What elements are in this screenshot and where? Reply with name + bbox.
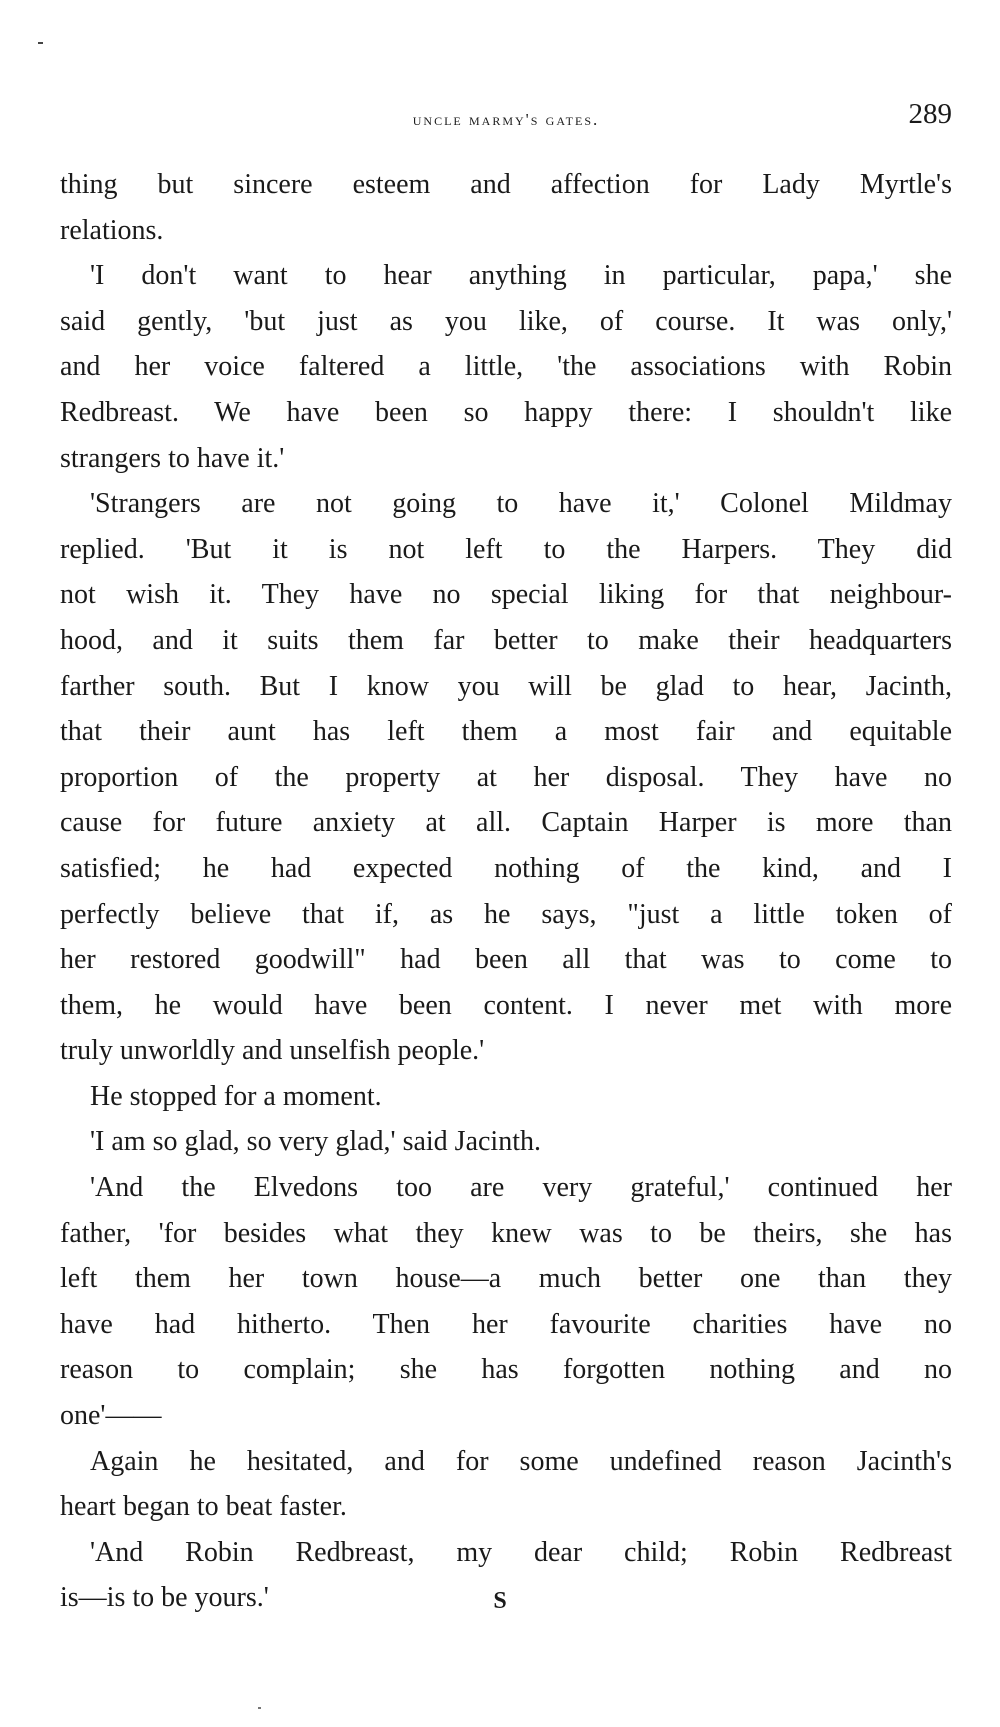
paragraph xyxy=(60,481,952,1074)
text-line: left them her town house—a much better one than they xyxy=(60,1263,952,1295)
text-line: 'I don't want to hear anything in particular, papa,' she xyxy=(90,260,952,292)
text-line: hood, and it suits them far better to make their headquarters xyxy=(60,624,952,656)
text-line: said gently, 'but just as you like, of course. It was only,' xyxy=(60,305,952,337)
text-line: Redbreast. We have been so happy there: I shouldn't like xyxy=(60,396,952,428)
text-line: truly unworldly and unselfish people.' xyxy=(60,1035,485,1067)
text-line: relations. xyxy=(60,214,164,246)
text-line: them, he would have been content. I never met with more xyxy=(60,989,952,1021)
text-line: one'—— xyxy=(60,1400,162,1432)
text-line: 'And the Elvedons too are very grateful,' continued her xyxy=(90,1172,952,1204)
paragraph xyxy=(60,1074,952,1120)
signature-mark: S xyxy=(493,1588,507,1614)
text-line: replied. 'But it is not left to the Harpers. They did xyxy=(60,533,952,565)
page-number: 289 xyxy=(908,98,952,130)
text-line: reason to complain; she has forgotten nothing and no xyxy=(60,1354,952,1386)
text-line: strangers to have it.' xyxy=(60,442,285,474)
text-line: satisfied; he had expected nothing of the kind, and I xyxy=(60,852,952,884)
text-line: farther south. But I know you will be glad to hear, Jacinth, xyxy=(60,670,952,702)
text-line: 'Strangers are not going to have it,' Colonel Mildmay xyxy=(90,488,952,520)
text-line: Again he hesitated, and for some undefined reason Jacinth's xyxy=(90,1445,952,1477)
page-speck xyxy=(38,42,43,44)
paragraph xyxy=(60,1119,952,1165)
page-speck-bottom xyxy=(258,1707,261,1709)
page-header xyxy=(60,98,952,138)
text-line: 'And Robin Redbreast, my dear child; Robin Redbreast xyxy=(90,1536,952,1568)
text-line: proportion of the property at her disposal. They have no xyxy=(60,761,952,793)
body-text xyxy=(60,162,952,1621)
paragraph xyxy=(60,162,952,253)
running-title: uncle marmy's gates. xyxy=(412,110,600,129)
text-line: not wish it. They have no special liking for that neighbour- xyxy=(60,579,952,611)
text-line: cause for future anxiety at all. Captain Harper is more than xyxy=(60,807,952,839)
text-line: He stopped for a moment. xyxy=(90,1080,382,1112)
text-line: perfectly believe that if, as he says, "just a little token of xyxy=(60,898,952,930)
text-line: heart began to beat faster. xyxy=(60,1491,347,1523)
paragraph xyxy=(60,1439,952,1530)
text-line: 'I am so glad, so very glad,' said Jacinth. xyxy=(90,1126,541,1158)
paragraph xyxy=(60,1165,952,1439)
text-line: her restored goodwill" had been all that was to come to xyxy=(60,944,952,976)
paragraph xyxy=(60,253,952,481)
text-line: father, 'for besides what they knew was to be theirs, she has xyxy=(60,1217,952,1249)
text-line: have had hitherto. Then her favourite charities have no xyxy=(60,1308,952,1340)
text-line: is—is to be yours.' xyxy=(60,1582,269,1614)
text-line: thing but sincere esteem and affection for Lady Myrtle's xyxy=(60,169,952,200)
text-line: that their aunt has left them a most fair and equitable xyxy=(60,716,952,748)
text-line: and her voice faltered a little, 'the associations with Robin xyxy=(60,351,952,383)
